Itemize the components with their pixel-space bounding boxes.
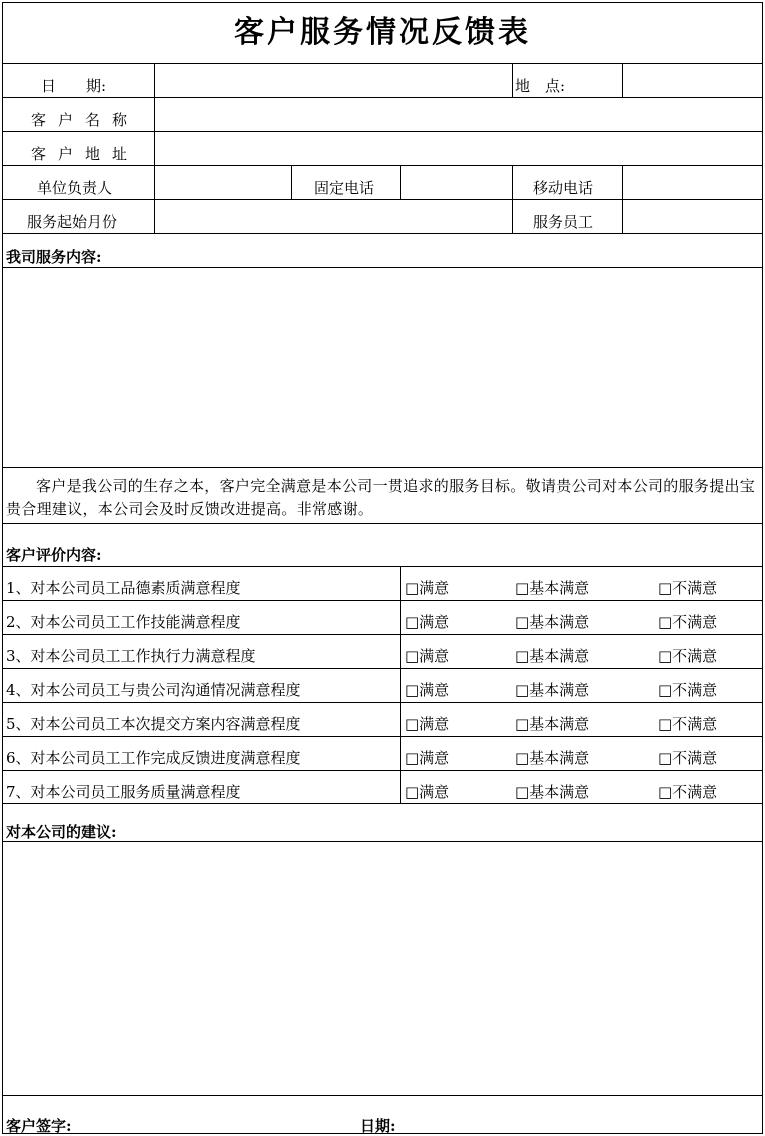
date-label: 日 期:	[41, 77, 107, 95]
cell-border	[512, 63, 513, 97]
option-satisfied[interactable]: □满意	[405, 715, 450, 733]
form-title: 客户服务情况反馈表	[234, 15, 531, 50]
evaluation-item: 2、对本公司员工工作技能满意程度	[6, 613, 241, 631]
evaluation-item: 4、对本公司员工与贵公司沟通情况满意程度	[6, 681, 301, 699]
divider	[3, 63, 762, 64]
option-basically-satisfied[interactable]: □基本满意	[515, 613, 590, 631]
option-unsatisfied[interactable]: □不满意	[658, 647, 718, 665]
feedback-form	[2, 2, 763, 1134]
service-content-label: 我司服务内容:	[6, 248, 102, 266]
divider	[3, 131, 762, 132]
option-basically-satisfied[interactable]: □基本满意	[515, 681, 590, 699]
divider	[3, 97, 762, 98]
divider	[3, 233, 762, 234]
evaluation-item: 7、对本公司员工服务质量满意程度	[6, 783, 241, 801]
evaluation-item: 6、对本公司员工工作完成反馈进度满意程度	[6, 749, 301, 767]
evaluation-item: 1、对本公司员工品德素质满意程度	[6, 579, 241, 597]
divider	[3, 1095, 762, 1096]
divider	[3, 199, 762, 200]
option-unsatisfied[interactable]: □不满意	[658, 681, 718, 699]
mobile-label: 移动电话	[533, 179, 594, 197]
option-satisfied[interactable]: □满意	[405, 681, 450, 699]
divider	[3, 841, 762, 842]
divider	[3, 736, 762, 737]
option-basically-satisfied[interactable]: □基本满意	[515, 647, 590, 665]
cell-border	[400, 165, 401, 199]
option-satisfied[interactable]: □满意	[405, 783, 450, 801]
divider	[3, 467, 762, 468]
suggestion-label: 对本公司的建议:	[6, 823, 117, 841]
option-satisfied[interactable]: □满意	[405, 647, 450, 665]
landline-label: 固定电话	[314, 179, 375, 197]
unit-head-label: 单位负责人	[37, 179, 113, 197]
divider	[3, 267, 762, 268]
evaluation-item: 3、对本公司员工工作执行力满意程度	[6, 647, 256, 665]
option-basically-satisfied[interactable]: □基本满意	[515, 715, 590, 733]
divider	[3, 165, 762, 166]
cell-border	[291, 165, 292, 199]
divider	[3, 803, 762, 804]
option-unsatisfied[interactable]: □不满意	[658, 613, 718, 631]
location-label: 地 点:	[515, 77, 566, 95]
divider	[3, 634, 762, 635]
cell-border	[622, 165, 623, 233]
divider	[3, 523, 762, 524]
cell-border	[400, 566, 401, 803]
evaluation-item: 5、对本公司员工本次提交方案内容满意程度	[6, 715, 301, 733]
option-satisfied[interactable]: □满意	[405, 613, 450, 631]
evaluation-label: 客户评价内容:	[6, 546, 102, 564]
option-unsatisfied[interactable]: □不满意	[658, 783, 718, 801]
divider	[3, 702, 762, 703]
option-basically-satisfied[interactable]: □基本满意	[515, 579, 590, 597]
cell-border	[154, 63, 155, 233]
divider	[3, 668, 762, 669]
service-staff-label: 服务员工	[533, 213, 594, 231]
divider	[3, 566, 762, 567]
cell-border	[622, 63, 623, 97]
customer-name-label: 客户名称	[31, 111, 140, 129]
cell-border	[512, 165, 513, 233]
footer-date-label: 日期:	[360, 1117, 396, 1135]
option-unsatisfied[interactable]: □不满意	[658, 749, 718, 767]
option-satisfied[interactable]: □满意	[405, 749, 450, 767]
divider	[3, 600, 762, 601]
signature-label: 客户签字:	[6, 1117, 72, 1135]
option-basically-satisfied[interactable]: □基本满意	[515, 749, 590, 767]
intro-paragraph: 客户是我公司的生存之本，客户完全满意是本公司一贯追求的服务目标。敬请贵公司对本公司的服务提出宝贵合理建议，本公司会及时反馈改进提高。非常感谢。	[6, 477, 756, 518]
option-satisfied[interactable]: □满意	[405, 579, 450, 597]
divider	[3, 770, 762, 771]
service-start-label: 服务起始月份	[27, 213, 118, 231]
option-unsatisfied[interactable]: □不满意	[658, 579, 718, 597]
option-basically-satisfied[interactable]: □基本满意	[515, 783, 590, 801]
customer-address-label: 客户地址	[31, 145, 140, 163]
option-unsatisfied[interactable]: □不满意	[658, 715, 718, 733]
